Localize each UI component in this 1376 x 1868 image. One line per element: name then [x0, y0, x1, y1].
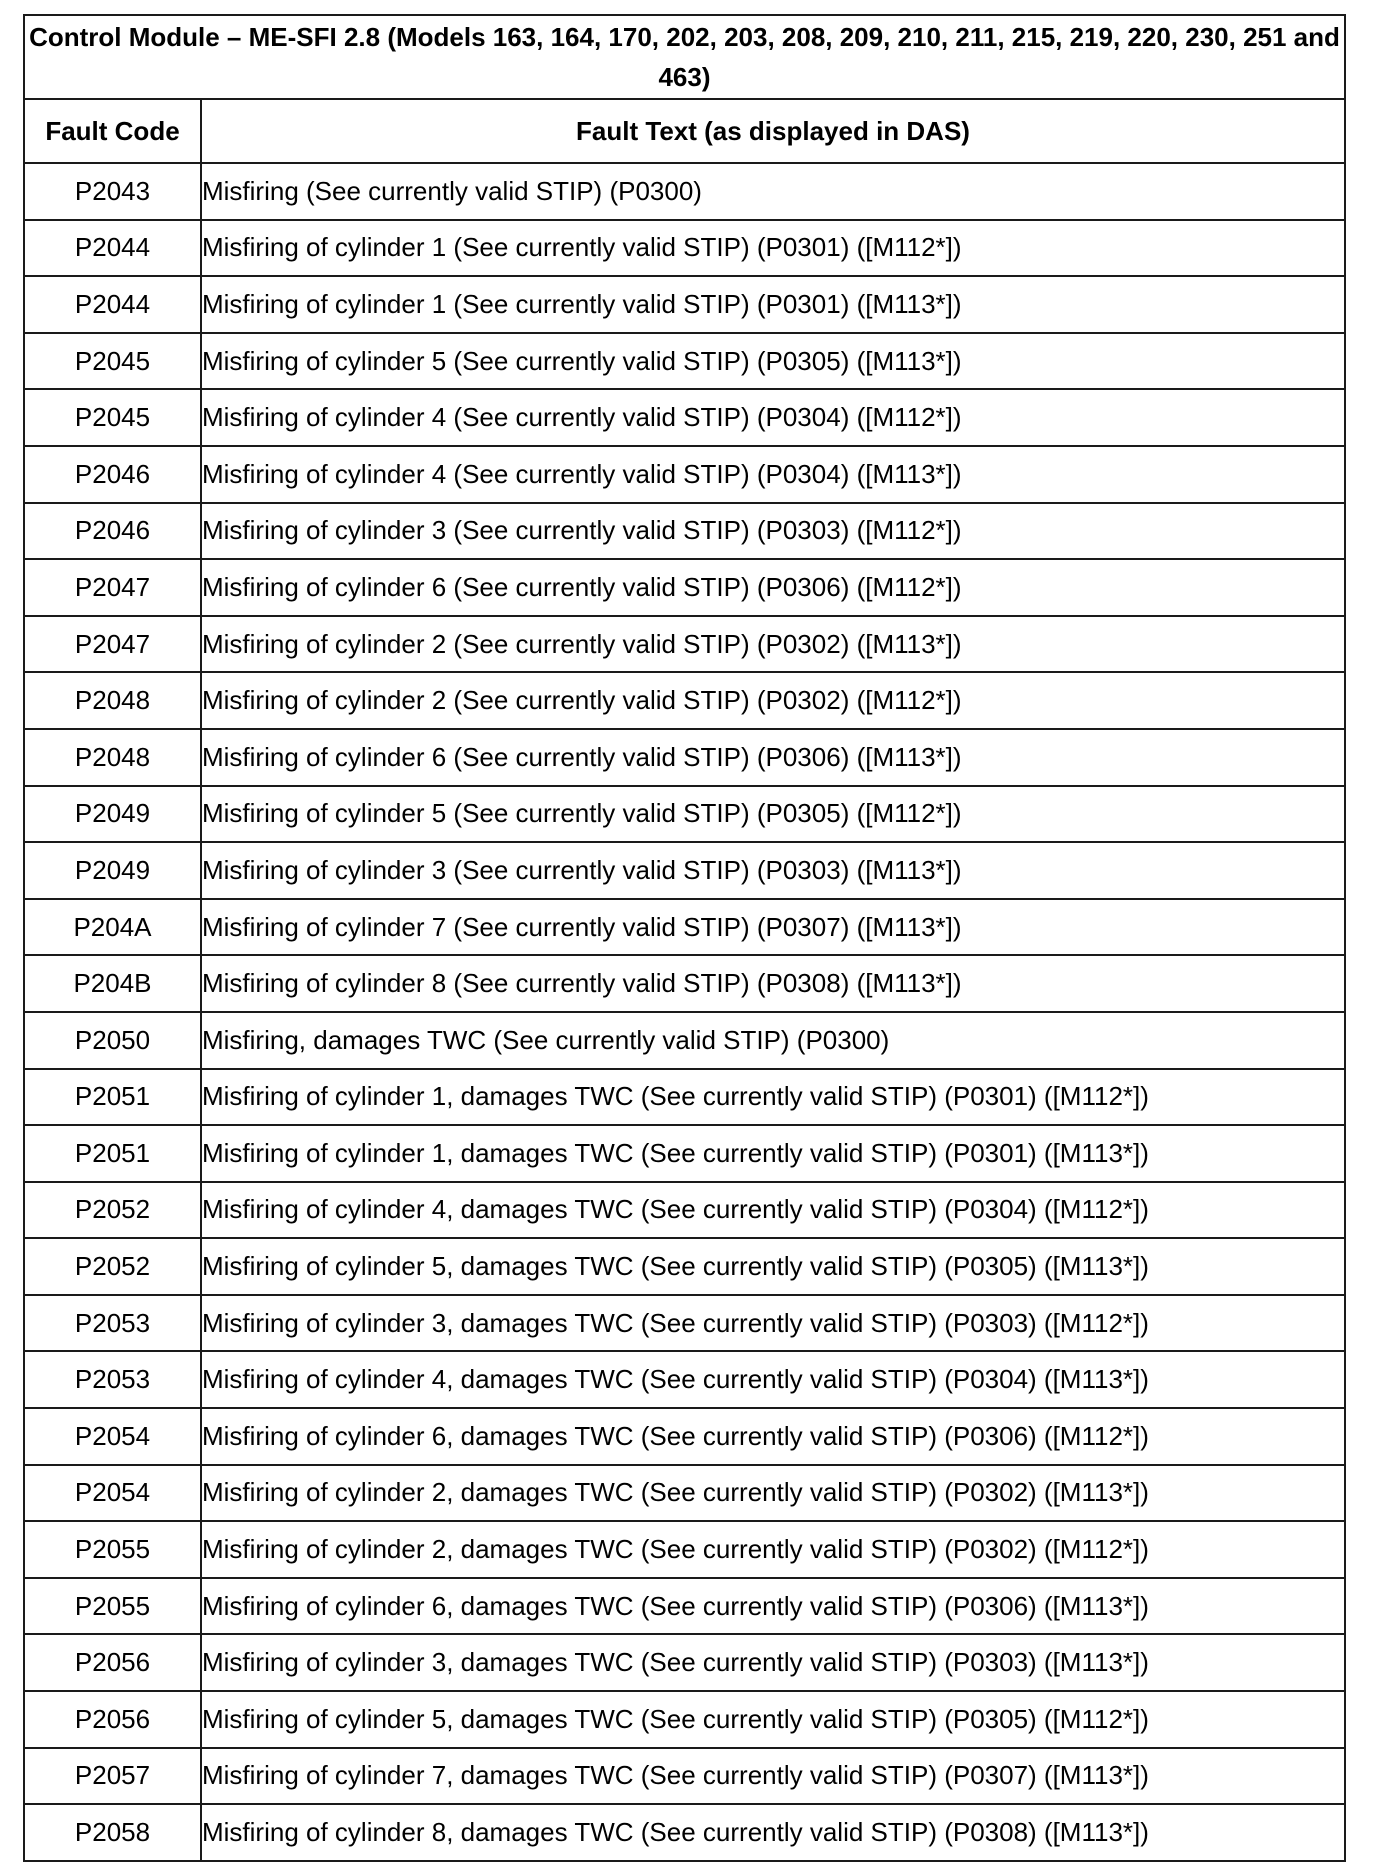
table-row — [24, 955, 1345, 1012]
fault-code-cell: P2049 — [24, 842, 201, 899]
fault-code-cell: P2056 — [24, 1691, 201, 1748]
table-row — [24, 729, 1345, 786]
table-row — [24, 1578, 1345, 1635]
fault-text-cell: Misfiring of cylinder 8 (See currently valid STIP) (P0308) ([M113*]) — [201, 955, 1345, 1012]
fault-code-cell: P2051 — [24, 1125, 201, 1182]
table-title: Control Module – ME-SFI 2.8 (Models 163, 164, 170, 202, 203, 208, 209, 210, 211, 215, 219, 220, 230, 251 and 463) — [24, 15, 1345, 99]
fault-code-cell: P2054 — [24, 1408, 201, 1465]
table-row — [24, 786, 1345, 843]
table-row — [24, 1465, 1345, 1522]
table-row — [24, 1069, 1345, 1126]
table-row — [24, 616, 1345, 673]
fault-text-cell: Misfiring of cylinder 1, damages TWC (See currently valid STIP) (P0301) ([M113*]) — [201, 1125, 1345, 1182]
fault-code-cell: P2047 — [24, 559, 201, 616]
fault-text-cell: Misfiring of cylinder 6, damages TWC (See currently valid STIP) (P0306) ([M113*]) — [201, 1578, 1345, 1635]
fault-code-cell: P2054 — [24, 1465, 201, 1522]
fault-text-cell: Misfiring of cylinder 4 (See currently valid STIP) (P0304) ([M113*]) — [201, 446, 1345, 503]
fault-text-cell: Misfiring of cylinder 6, damages TWC (See currently valid STIP) (P0306) ([M112*]) — [201, 1408, 1345, 1465]
column-header-fault-code: Fault Code — [24, 99, 201, 163]
fault-code-cell: P2052 — [24, 1238, 201, 1295]
table-row — [24, 1634, 1345, 1691]
fault-code-cell: P2046 — [24, 446, 201, 503]
fault-code-cell: P2045 — [24, 333, 201, 390]
table-row — [24, 1351, 1345, 1408]
fault-text-cell: Misfiring (See currently valid STIP) (P0300) — [201, 163, 1345, 220]
table-body — [24, 163, 1345, 1861]
fault-text-cell: Misfiring of cylinder 1 (See currently valid STIP) (P0301) ([M112*]) — [201, 220, 1345, 277]
fault-text-cell: Misfiring of cylinder 1 (See currently valid STIP) (P0301) ([M113*]) — [201, 276, 1345, 333]
column-header-fault-text: Fault Text (as displayed in DAS) — [201, 99, 1345, 163]
table-row — [24, 220, 1345, 277]
fault-text-cell: Misfiring of cylinder 1, damages TWC (See currently valid STIP) (P0301) ([M112*]) — [201, 1069, 1345, 1126]
fault-code-cell: P2058 — [24, 1804, 201, 1861]
table-row — [24, 1691, 1345, 1748]
fault-text-cell: Misfiring of cylinder 5 (See currently valid STIP) (P0305) ([M113*]) — [201, 333, 1345, 390]
table-row — [24, 1748, 1345, 1805]
fault-text-cell: Misfiring of cylinder 4, damages TWC (See currently valid STIP) (P0304) ([M112*]) — [201, 1182, 1345, 1239]
table-row — [24, 672, 1345, 729]
fault-text-cell: Misfiring of cylinder 6 (See currently valid STIP) (P0306) ([M113*]) — [201, 729, 1345, 786]
table-row — [24, 1182, 1345, 1239]
table-row — [24, 503, 1345, 560]
table-row — [24, 559, 1345, 616]
fault-text-cell: Misfiring of cylinder 4 (See currently valid STIP) (P0304) ([M112*]) — [201, 389, 1345, 446]
fault-code-cell: P2045 — [24, 389, 201, 446]
fault-code-cell: P2043 — [24, 163, 201, 220]
table-row — [24, 1125, 1345, 1182]
fault-code-cell: P2048 — [24, 672, 201, 729]
fault-code-cell: P2049 — [24, 786, 201, 843]
fault-text-cell: Misfiring of cylinder 2, damages TWC (See currently valid STIP) (P0302) ([M112*]) — [201, 1521, 1345, 1578]
fault-text-cell: Misfiring of cylinder 3 (See currently valid STIP) (P0303) ([M112*]) — [201, 503, 1345, 560]
table-row — [24, 163, 1345, 220]
table-row — [24, 842, 1345, 899]
table-row — [24, 899, 1345, 956]
fault-text-cell: Misfiring of cylinder 5, damages TWC (See currently valid STIP) (P0305) ([M113*]) — [201, 1238, 1345, 1295]
fault-text-cell: Misfiring of cylinder 2 (See currently valid STIP) (P0302) ([M112*]) — [201, 672, 1345, 729]
fault-text-cell: Misfiring of cylinder 3, damages TWC (See currently valid STIP) (P0303) ([M112*]) — [201, 1295, 1345, 1352]
fault-text-cell: Misfiring of cylinder 2 (See currently valid STIP) (P0302) ([M113*]) — [201, 616, 1345, 673]
fault-code-cell: P2055 — [24, 1521, 201, 1578]
table-row — [24, 1295, 1345, 1352]
fault-text-cell: Misfiring of cylinder 5, damages TWC (See currently valid STIP) (P0305) ([M112*]) — [201, 1691, 1345, 1748]
table-header-row — [24, 99, 1345, 163]
table-row — [24, 276, 1345, 333]
table-row — [24, 446, 1345, 503]
fault-code-cell: P2044 — [24, 220, 201, 277]
fault-code-cell: P2053 — [24, 1295, 201, 1352]
table-row — [24, 333, 1345, 390]
fault-text-cell: Misfiring of cylinder 4, damages TWC (See currently valid STIP) (P0304) ([M113*]) — [201, 1351, 1345, 1408]
fault-code-cell: P2056 — [24, 1634, 201, 1691]
fault-code-cell: P2052 — [24, 1182, 201, 1239]
fault-code-cell: P2055 — [24, 1578, 201, 1635]
fault-code-cell: P2047 — [24, 616, 201, 673]
fault-code-cell: P204A — [24, 899, 201, 956]
fault-text-cell: Misfiring of cylinder 5 (See currently valid STIP) (P0305) ([M112*]) — [201, 786, 1345, 843]
fault-code-cell: P2057 — [24, 1748, 201, 1805]
fault-code-cell: P2044 — [24, 276, 201, 333]
table-row — [24, 1804, 1345, 1861]
fault-text-cell: Misfiring of cylinder 3, damages TWC (See currently valid STIP) (P0303) ([M113*]) — [201, 1634, 1345, 1691]
fault-text-cell: Misfiring of cylinder 7, damages TWC (See currently valid STIP) (P0307) ([M113*]) — [201, 1748, 1345, 1805]
table-row — [24, 1012, 1345, 1069]
fault-text-cell: Misfiring of cylinder 3 (See currently valid STIP) (P0303) ([M113*]) — [201, 842, 1345, 899]
fault-text-cell: Misfiring of cylinder 2, damages TWC (See currently valid STIP) (P0302) ([M113*]) — [201, 1465, 1345, 1522]
table-title-row — [24, 15, 1345, 99]
fault-code-cell: P2051 — [24, 1069, 201, 1126]
table-row — [24, 1408, 1345, 1465]
table-row — [24, 1521, 1345, 1578]
fault-code-cell: P2048 — [24, 729, 201, 786]
fault-code-cell: P2046 — [24, 503, 201, 560]
fault-text-cell: Misfiring of cylinder 7 (See currently valid STIP) (P0307) ([M113*]) — [201, 899, 1345, 956]
fault-code-cell: P204B — [24, 955, 201, 1012]
fault-code-cell: P2050 — [24, 1012, 201, 1069]
fault-text-cell: Misfiring of cylinder 8, damages TWC (See currently valid STIP) (P0308) ([M113*]) — [201, 1804, 1345, 1861]
table-row — [24, 389, 1345, 446]
fault-code-cell: P2053 — [24, 1351, 201, 1408]
fault-text-cell: Misfiring of cylinder 6 (See currently valid STIP) (P0306) ([M112*]) — [201, 559, 1345, 616]
fault-text-cell: Misfiring, damages TWC (See currently valid STIP) (P0300) — [201, 1012, 1345, 1069]
table-row — [24, 1238, 1345, 1295]
fault-code-table — [23, 14, 1346, 1862]
